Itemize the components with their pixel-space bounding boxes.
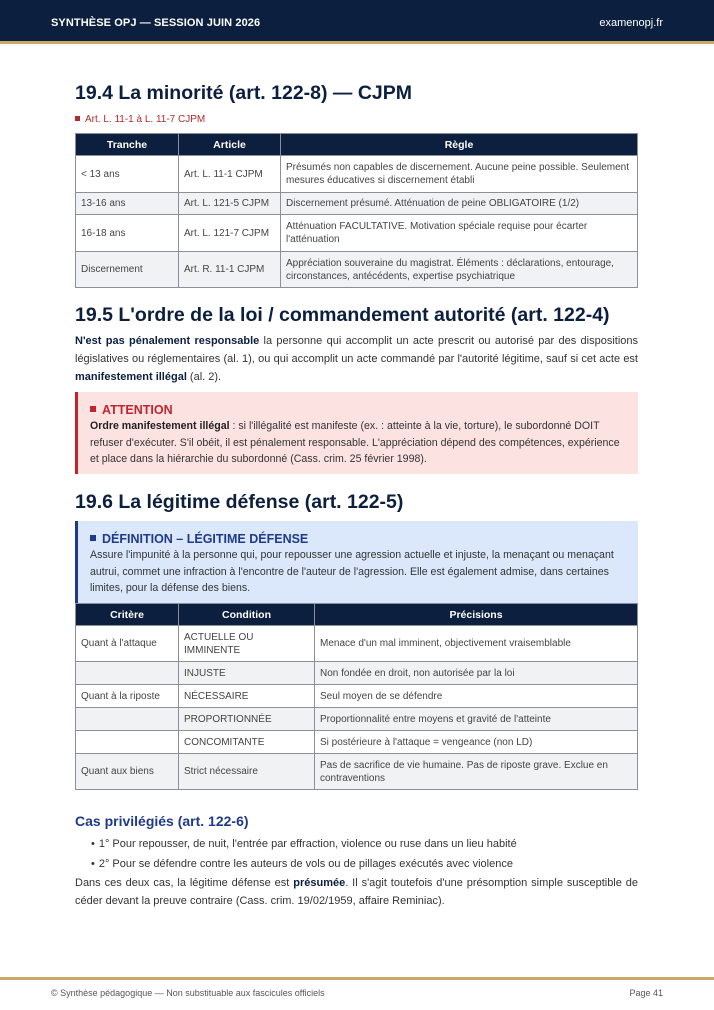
header-site: examenopj.fr	[599, 17, 663, 29]
paragraph-text: la personne qui accomplit un acte prescrit ou autorisé par des dispositions législatives ou réglementaires (al. 1), ou qui accomplit un acte commandé par l'autorité légitime, sauf si cet acte est	[75, 335, 638, 365]
table-cell	[76, 708, 179, 731]
bold-text: Ordre manifestement illégal	[90, 420, 230, 432]
section-reference	[75, 114, 205, 125]
table-row	[76, 626, 638, 662]
column-header: Critère	[76, 604, 179, 626]
table-header-row	[76, 134, 638, 156]
table-cell: Art. L. 11-1 CJPM	[179, 156, 281, 193]
square-bullet-icon	[90, 406, 96, 412]
table-cell: Discernement présumé. Atténuation de peine OBLIGATOIRE (1/2)	[281, 193, 638, 215]
paragraph-text: Dans ces deux cas, la légitime défense est	[75, 877, 294, 889]
table-row	[76, 156, 638, 193]
list-item-text: 1° Pour repousser, de nuit, l'entrée par effraction, violence ou ruse dans un lieu habité	[98, 838, 517, 850]
minority-table	[75, 133, 638, 288]
subsection-title: Cas privilégiés (art. 122-6)	[75, 813, 249, 829]
table-cell: INJUSTE	[179, 662, 315, 685]
square-bullet-icon	[75, 116, 80, 121]
self-defense-table	[75, 603, 638, 790]
table-cell: Seul moyen de se défendre	[315, 685, 638, 708]
table-row	[76, 685, 638, 708]
table-cell: Art. L. 121-7 CJPM	[179, 215, 281, 252]
table-cell: Présumés non capables de discernement. Aucune peine possible. Seulement mesures éducatives si discernement établi	[281, 156, 638, 193]
table-cell: Quant aux biens	[76, 754, 179, 790]
table-cell: Art. L. 121-5 CJPM	[179, 193, 281, 215]
column-header: Précisions	[315, 604, 638, 626]
table-row	[76, 708, 638, 731]
table-cell: 13-16 ans	[76, 193, 179, 215]
table-cell	[76, 731, 179, 754]
callout-text: : si l'illégalité est manifeste (ex. : atteinte à la vie, torture), le subordonné DOIT refuser d'exécuter. S'il obéit, il est pénalement responsable. L'appréciation dépend des compétences, expérience et place dans la hiérarchie du subordonné (Cass. crim. 25 février 1998).	[90, 420, 620, 465]
table-cell: Proportionnalité entre moyens et gravité de l'atteinte	[315, 708, 638, 731]
list-item	[91, 834, 517, 854]
table-row	[76, 252, 638, 288]
list-item-text: 2° Pour se défendre contre les auteurs de vols ou de pillages exécutés avec violence	[98, 858, 513, 870]
column-header: Règle	[281, 134, 638, 156]
table-header-row	[76, 604, 638, 626]
table-row	[76, 754, 638, 790]
table-cell: NÉCESSAIRE	[179, 685, 315, 708]
table-row	[76, 215, 638, 252]
table-cell: PROPORTIONNÉE	[179, 708, 315, 731]
footer-divider	[0, 977, 714, 980]
section-title-19-4: 19.4 La minorité (art. 122-8) — CJPM	[75, 82, 413, 104]
column-header: Tranche	[76, 134, 179, 156]
table-row	[76, 731, 638, 754]
page-header	[0, 0, 714, 44]
table-cell: Pas de sacrifice de vie humaine. Pas de riposte grave. Exclue en contraventions	[315, 754, 638, 790]
callout-title	[90, 531, 628, 547]
callout-title-text: ATTENTION	[102, 403, 173, 417]
header-title: SYNTHÈSE OPJ — SESSION JUIN 2026	[51, 17, 261, 29]
paragraph-text: . Il s'agit toutefois d'une présomption simple susceptible de céder devant la preuve contraire (Cass. crim. 19/02/1959, affaire Reminiac).	[75, 877, 638, 907]
bullet-icon: •	[91, 838, 95, 850]
presumption-paragraph	[75, 874, 638, 910]
paragraph-text: (al. 2).	[186, 371, 222, 383]
definition-callout	[75, 521, 638, 603]
section-title-19-5: 19.5 L'ordre de la loi / commandement autorité (art. 122-4)	[75, 304, 610, 326]
footer-disclaimer: © Synthèse pédagogique — Non substituable aux fascicules officiels	[51, 988, 325, 998]
table-cell: Si postérieure à l'attaque = vengeance (non LD)	[315, 731, 638, 754]
privileged-cases-list	[91, 834, 517, 874]
table-cell: Atténuation FACULTATIVE. Motivation spéciale requise pour écarter l'atténuation	[281, 215, 638, 252]
column-header: Article	[179, 134, 281, 156]
callout-body	[90, 418, 628, 468]
page-number: Page 41	[629, 988, 663, 998]
bullet-icon: •	[91, 858, 95, 870]
section-title-19-6: 19.6 La légitime défense (art. 122-5)	[75, 491, 404, 513]
table-row	[76, 193, 638, 215]
callout-body: Assure l'impunité à la personne qui, pour repousser une agression actuelle et injuste, la menaçant ou menaçant autrui, commet une infraction à l'encontre de l'auteur de l'agression. Elle est également admise, dans certaines limites, pour la défense des biens.	[90, 549, 614, 594]
table-cell: Discernement	[76, 252, 179, 288]
order-of-law-paragraph	[75, 332, 638, 386]
table-row	[76, 662, 638, 685]
table-cell: ACTUELLE OU IMMINENTE	[179, 626, 315, 662]
callout-title	[90, 402, 628, 418]
table-cell: Strict nécessaire	[179, 754, 315, 790]
table-cell: Non fondée en droit, non autorisée par la loi	[315, 662, 638, 685]
column-header: Condition	[179, 604, 315, 626]
table-cell: Quant à l'attaque	[76, 626, 179, 662]
list-item	[91, 854, 517, 874]
table-cell: Quant à la riposte	[76, 685, 179, 708]
table-cell: Art. R. 11-1 CJPM	[179, 252, 281, 288]
table-cell: 16-18 ans	[76, 215, 179, 252]
attention-callout	[75, 392, 638, 474]
reference-text: Art. L. 11-1 à L. 11-7 CJPM	[85, 114, 206, 125]
table-cell: CONCOMITANTE	[179, 731, 315, 754]
table-cell: < 13 ans	[76, 156, 179, 193]
callout-title-text: DÉFINITION – LÉGITIME DÉFENSE	[102, 532, 309, 546]
table-cell	[76, 662, 179, 685]
square-bullet-icon	[90, 535, 96, 541]
table-cell: Menace d'un mal imminent, objectivement vraisemblable	[315, 626, 638, 662]
bold-text: manifestement illégal	[75, 371, 187, 383]
bold-text: N'est pas pénalement responsable	[75, 335, 260, 347]
bold-text: présumée	[293, 877, 346, 889]
table-cell: Appréciation souveraine du magistrat. Éléments : déclarations, entourage, circonstances, antécédents, expertise psychiatrique	[281, 252, 638, 288]
